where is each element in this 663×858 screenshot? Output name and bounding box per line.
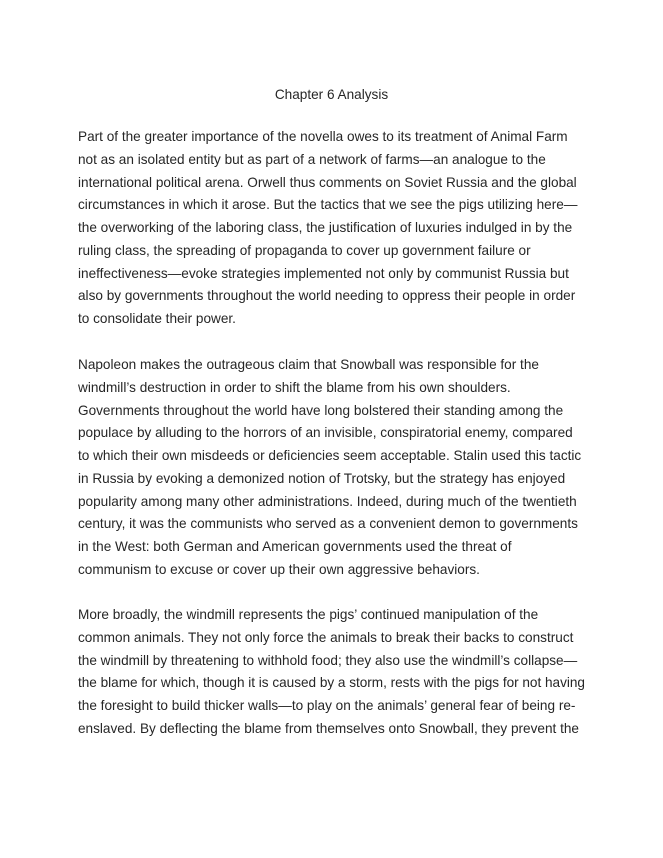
- paragraph-line: common animals. They not only force the animals to break their backs to construct: [78, 629, 574, 645]
- paragraph-line: popularity among many other administrations. Indeed, during much of the twentieth: [78, 493, 577, 509]
- paragraph-line: the foresight to build thicker walls—to play on the animals’ general fear of being re-: [78, 698, 576, 713]
- paragraph-line: ruling class, the spreading of propaganda to cover up government failure or: [78, 242, 531, 258]
- paragraph-line: enslaved. By deflecting the blame from themselves onto Snowball, they prevent the: [78, 720, 579, 736]
- paragraph-line: in Russia by evoking a demonized notion of Trotsky, but the strategy has enjoyed: [78, 470, 566, 486]
- paragraph-line: Napoleon makes the outrageous claim that Snowball was responsible for the: [78, 357, 539, 372]
- paragraph-line: to which their own misdeeds or deficiencies seem acceptable. Stalin used this tactic: [78, 448, 582, 463]
- paragraph-line: Governments throughout the world have long bolstered their standing among the: [78, 402, 564, 418]
- document-title: Chapter 6 Analysis: [274, 87, 389, 102]
- paragraph-line: century, it was the communists who served as a convenient demon to governments: [78, 516, 578, 532]
- paragraph-line: to consolidate their power.: [78, 311, 236, 326]
- paragraph-line: populace by alluding to the horrors of an invisible, conspiratorial enemy, compared: [78, 425, 573, 441]
- paragraph-line: the blame for which, though it is caused by a storm, rests with the pigs for not having: [78, 675, 585, 691]
- paragraph-line: also by governments throughout the world needing to oppress their people in order: [78, 288, 576, 304]
- paragraph-line: Part of the greater importance of the novella owes to its treatment of Animal Farm: [78, 129, 568, 144]
- paragraph-line: windmill’s destruction in order to shift the blame from his own shoulders.: [78, 379, 511, 395]
- paragraph-line: More broadly, the windmill represents the pigs’ continued manipulation of the: [78, 607, 539, 622]
- paragraph-line: in the West: both German and American governments used the threat of: [78, 539, 512, 554]
- paragraph-line: circumstances in which it arose. But the tactics that we see the pigs utilizing here—: [78, 197, 578, 213]
- paragraph-line: international political arena. Orwell thus comments on Soviet Russia and the global: [78, 174, 577, 190]
- paragraph-line: ineffectiveness—evoke strategies implemented not only by communist Russia but: [78, 265, 569, 281]
- paragraph-line: not as an isolated entity but as part of a network of farms—an analogue to the: [78, 151, 546, 167]
- paragraph-line: the windmill by threatening to withhold food; they also use the windmill’s collapse—: [78, 652, 578, 668]
- paragraph-line: communism to excuse or cover up their own aggressive behaviors.: [78, 561, 480, 577]
- paragraph-line: the overworking of the laboring class, the justification of luxuries indulged in by the: [78, 220, 573, 235]
